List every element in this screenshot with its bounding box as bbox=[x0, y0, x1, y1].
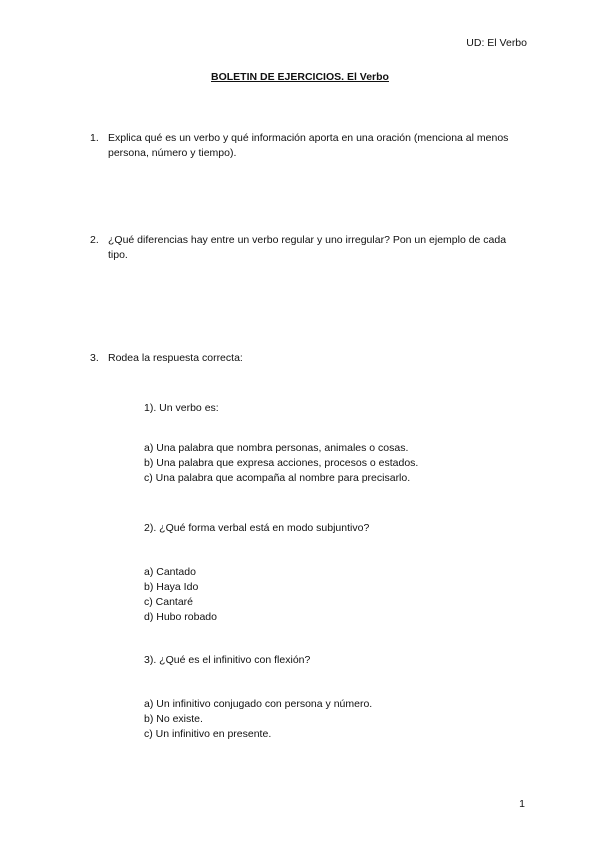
question-number: 3. bbox=[90, 352, 99, 364]
subquestion-3-options bbox=[144, 697, 464, 742]
subquestion-1-prompt: 1). Un verbo es: bbox=[144, 402, 219, 414]
subquestion-3-prompt: 3). ¿Qué es el infinitivo con flexión? bbox=[144, 654, 311, 666]
question-number: 2. bbox=[90, 234, 99, 246]
question-text: Rodea la respuesta correcta: bbox=[108, 352, 243, 364]
question-number: 1. bbox=[90, 132, 99, 144]
question-3 bbox=[90, 351, 520, 366]
option-a: a) Una palabra que nombra personas, animales o cosas. bbox=[144, 442, 409, 454]
option-d: d) Hubo robado bbox=[144, 611, 217, 623]
page-header: UD: El Verbo bbox=[466, 37, 527, 49]
page-number: 1 bbox=[519, 798, 525, 810]
question-text: Explica qué es un verbo y qué información aporta en una oración (menciona al menos persona, número y tiempo). bbox=[108, 132, 509, 159]
option-b: b) Una palabra que expresa acciones, procesos o estados. bbox=[144, 457, 419, 469]
option-a: a) Cantado bbox=[144, 566, 196, 578]
question-2 bbox=[90, 233, 520, 263]
option-a: a) Un infinitivo conjugado con persona y número. bbox=[144, 698, 373, 710]
option-b: b) No existe. bbox=[144, 713, 203, 725]
page-title: BOLETIN DE EJERCICIOS. El Verbo bbox=[211, 71, 389, 83]
option-b: b) Haya Ido bbox=[144, 581, 199, 593]
subquestion-1-options bbox=[144, 441, 464, 486]
subquestion-2-prompt: 2). ¿Qué forma verbal está en modo subjuntivo? bbox=[144, 522, 370, 534]
option-c: c) Un infinitivo en presente. bbox=[144, 728, 272, 740]
question-1 bbox=[90, 131, 520, 161]
question-text: ¿Qué diferencias hay entre un verbo regular y uno irregular? Pon un ejemplo de cada tipo. bbox=[108, 234, 507, 261]
option-c: c) Una palabra que acompaña al nombre para precisarlo. bbox=[144, 472, 411, 484]
option-c: c) Cantaré bbox=[144, 596, 194, 608]
subquestion-2-options bbox=[144, 565, 464, 625]
